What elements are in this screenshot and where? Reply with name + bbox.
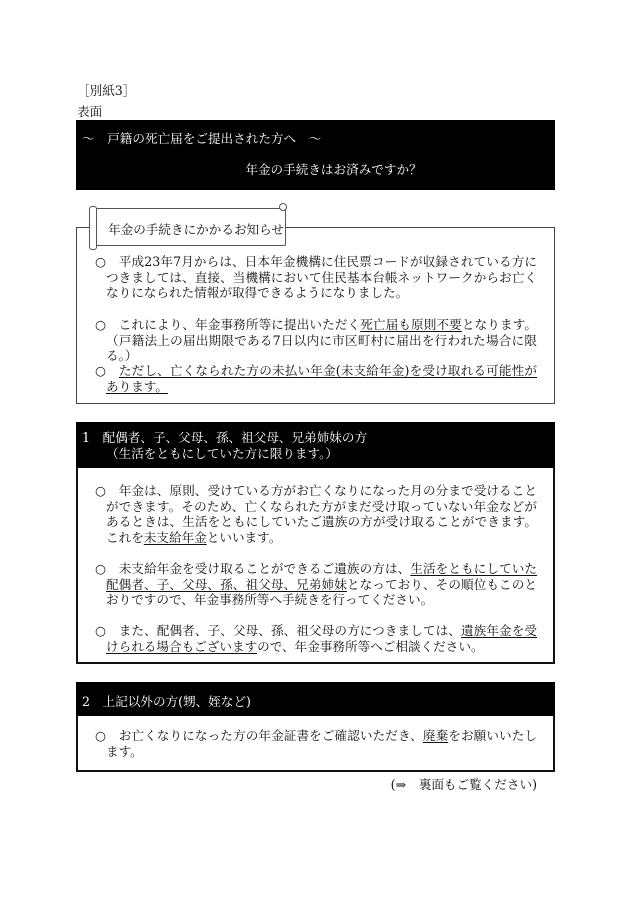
underlined-text: ただし、亡くなられた方の未払い年金(未支給年金)を受け取れる可能性があります。	[106, 363, 537, 394]
paragraph-text: となります。（戸籍法上の届出期限である7日以内に市区町村に届出を行われた場合に限る。）	[106, 317, 537, 364]
scroll-curl-icon	[89, 206, 97, 250]
scroll-curl-icon	[279, 203, 287, 211]
notice-item	[95, 254, 537, 301]
paragraph-text: ○ 未支給年金を受け取ることができるご遺族の方は、	[95, 561, 411, 576]
scroll-title-text: 年金の手続きにかかるお知らせ	[108, 222, 284, 237]
paragraph-text: ○	[95, 363, 119, 378]
underlined-text: 生活をともにしていた配偶者、子、父母、孫、祖父母、兄弟姉妹	[106, 561, 537, 592]
underlined-text: 遺族年金を受けられる場合もございます	[106, 623, 537, 654]
underlined-text: 死亡届も原則不要	[360, 317, 462, 332]
section1-item	[95, 483, 537, 545]
section1-heading-line2: （生活をともにしていた方に限ります。）	[106, 446, 338, 461]
section1-heading	[76, 422, 555, 468]
attachment-label: ［別紙3］	[77, 83, 136, 98]
section1-item	[95, 623, 537, 654]
paragraph-text: ○ これにより、年金事務所等に提出いただく	[95, 317, 361, 332]
paragraph-text: といいます。	[206, 529, 282, 545]
notice-scroll-title	[93, 208, 286, 246]
section2-heading	[76, 682, 555, 716]
section2-heading-text: 2 上記以外の方(甥、姪など)	[82, 694, 251, 709]
notice-item	[95, 363, 537, 394]
paragraph-text: ○ また、配偶者、子、父母、孫、祖父母の方につきましては、	[95, 623, 461, 638]
section1-heading-line1: 1 配偶者、子、父母、孫、祖父母、兄弟姉妹の方	[82, 430, 368, 445]
section1-item	[95, 561, 537, 608]
paragraph-text: ○ お亡くなりになった方の年金証書をご確認いただき、	[95, 728, 423, 743]
paragraph-text: ので、年金事務所等へご相談ください。	[257, 638, 484, 654]
paragraph-text: ○ 年金は、原則、受けている方がお亡くなりになった月の分まで受けることができます。そのため、亡くなられた方がまだ受け取っていない年金などがあるときは、生活をともにしていたご遺族の方が受け取ることができます。これを	[95, 483, 537, 545]
paragraph-text: をお願いいたします。	[106, 728, 538, 759]
underlined-text: 廃棄	[422, 728, 449, 743]
side-label: 表面	[77, 104, 103, 119]
footer-note: (⇒ 裏面もご覧ください)	[390, 777, 537, 792]
paragraph-text: となっており、その順位もこのとおりですので、年金事務所等へ手続きを行ってください。	[106, 576, 538, 608]
title-banner	[76, 120, 555, 190]
section2-item	[95, 728, 537, 759]
notice-item	[95, 317, 537, 364]
underlined-text: 未支給年金	[143, 529, 207, 545]
banner-subtitle: ～ 戸籍の死亡届をご提出された方へ ～	[82, 131, 322, 146]
paragraph-text: ○ 平成23年7月からは、日本年金機構に住民票コードが収録されている方につきましては、直接、当機構において住民基本台帳ネットワークからお亡くなりになられた情報が取得できるようになりました。	[95, 254, 537, 301]
banner-title: 年金の手続きはお済みですか？	[245, 162, 422, 177]
